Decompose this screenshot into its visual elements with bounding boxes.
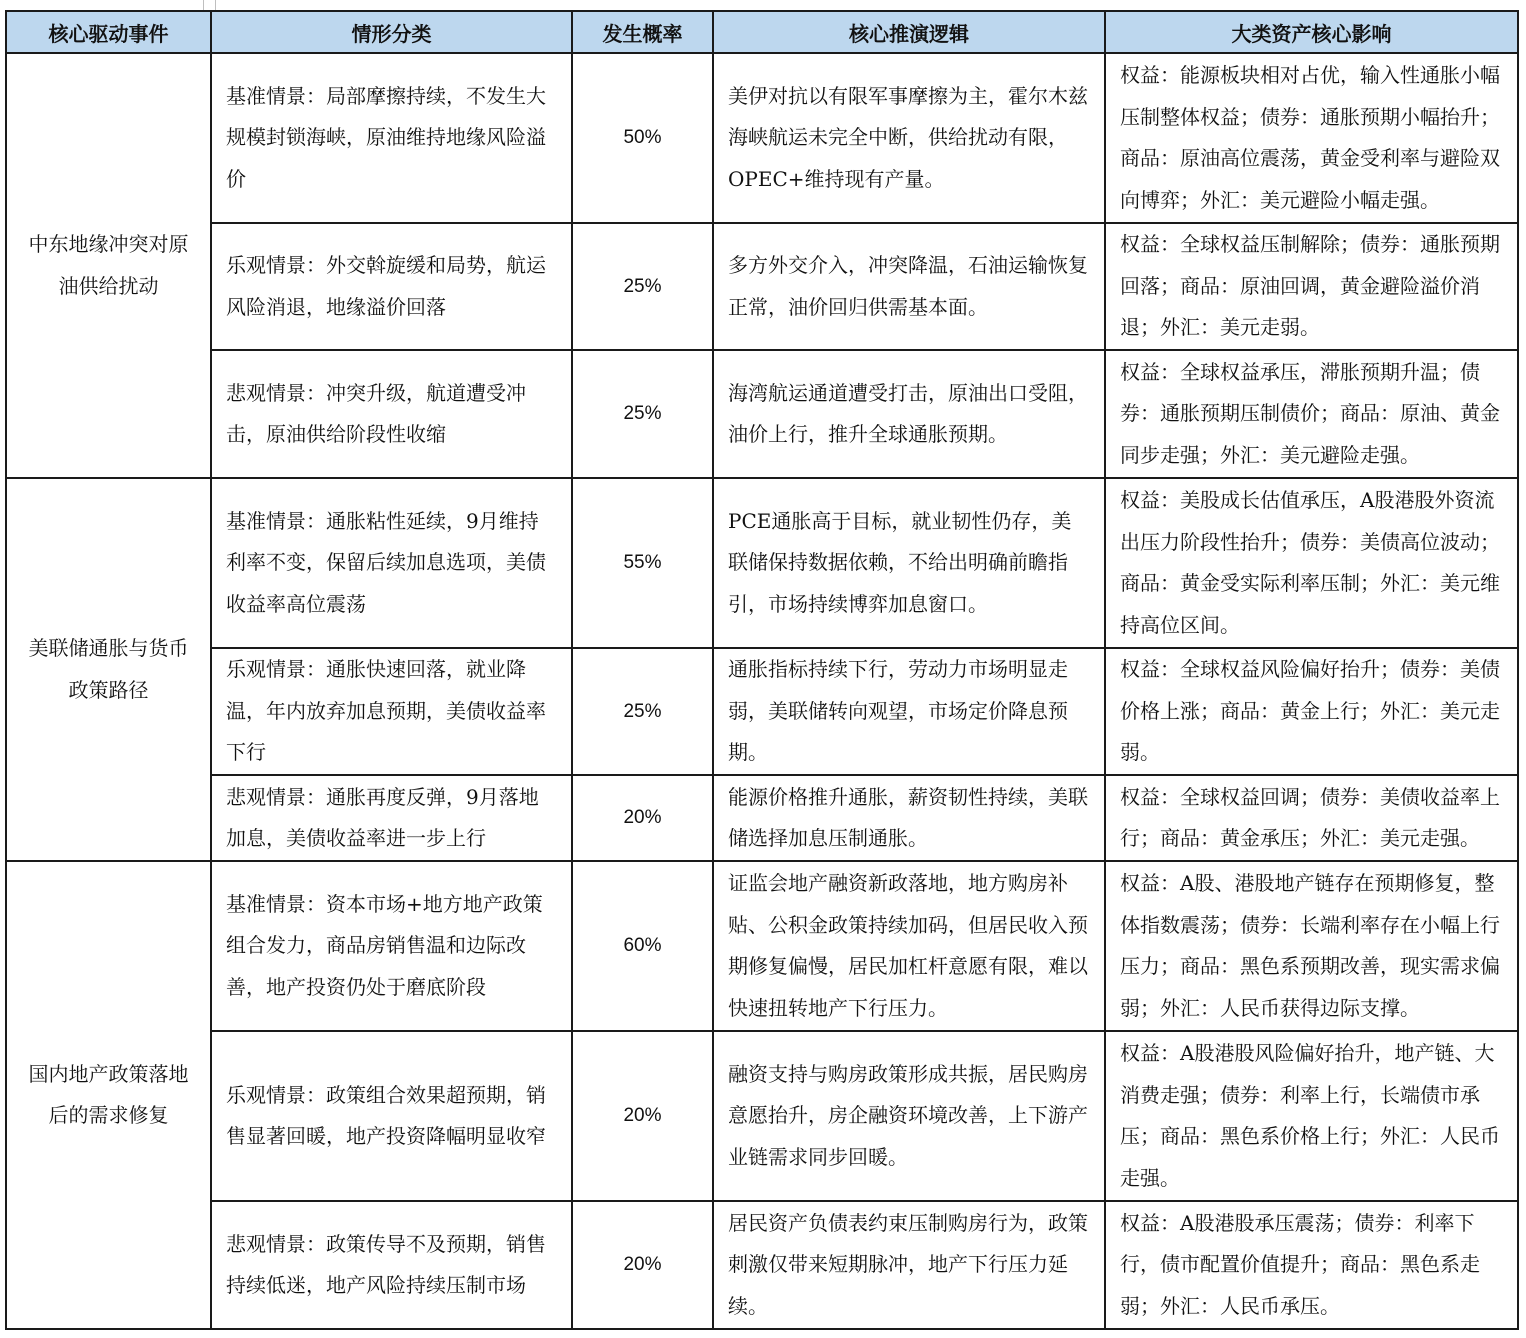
impact-cell: 权益：A股、港股地产链存在预期修复，整体指数震荡；债券：长端利率存在小幅上行压力；商品：黑色系预期改善，现实需求偏弱；外汇：人民币获得边际支撑。 xyxy=(1105,861,1518,1031)
event-cell: 国内地产政策落地后的需求修复 xyxy=(6,861,211,1329)
scenario-cell: 基准情景：资本市场+地方地产政策组合发力，商品房销售温和边际改善，地产投资仍处于磨底阶段 xyxy=(211,861,572,1031)
probability-cell: 25% xyxy=(572,223,713,350)
probability-cell: 20% xyxy=(572,775,713,861)
scenario-cell: 悲观情景：通胀再度反弹，9月落地加息，美债收益率进一步上行 xyxy=(211,775,572,861)
impact-cell: 权益：A股港股风险偏好抬升，地产链、大消费走强；债券：利率上行，长端债市承压；商品：黑色系价格上行；外汇：人民币走强。 xyxy=(1105,1031,1518,1201)
impact-cell: 权益：能源板块相对占优，输入性通胀小幅压制整体权益；债券：通胀预期小幅抬升；商品：原油高位震荡，黄金受利率与避险双向博弈；外汇：美元避险小幅走强。 xyxy=(1105,53,1518,223)
table-row xyxy=(6,861,1518,1031)
table-row xyxy=(6,53,1518,223)
impact-cell: 权益：全球权益风险偏好抬升；债券：美债价格上涨；商品：黄金上行；外汇：美元走弱。 xyxy=(1105,648,1518,775)
scenario-cell: 乐观情景：通胀快速回落，就业降温，年内放弃加息预期，美债收益率下行 xyxy=(211,648,572,775)
logic-cell: 居民资产负债表约束压制购房行为，政策刺激仅带来短期脉冲，地产下行压力延续。 xyxy=(713,1201,1105,1329)
table-row xyxy=(6,1201,1518,1329)
scenario-cell: 基准情景：局部摩擦持续，不发生大规模封锁海峡，原油维持地缘风险溢价 xyxy=(211,53,572,223)
logic-cell: 多方外交介入，冲突降温，石油运输恢复正常，油价回归供需基本面。 xyxy=(713,223,1105,350)
scenario-cell: 悲观情景：政策传导不及预期，销售持续低迷，地产风险持续压制市场 xyxy=(211,1201,572,1329)
table-row xyxy=(6,775,1518,861)
table-row xyxy=(6,350,1518,478)
table-row xyxy=(6,223,1518,350)
probability-cell: 20% xyxy=(572,1031,713,1201)
probability-cell: 55% xyxy=(572,478,713,648)
table-header xyxy=(6,11,1518,53)
impact-cell: 权益：A股港股承压震荡；债券：利率下行，债市配置价值提升；商品：黑色系走弱；外汇：人民币承压。 xyxy=(1105,1201,1518,1329)
scenario-cell: 乐观情景：政策组合效果超预期，销售显著回暖，地产投资降幅明显收窄 xyxy=(211,1031,572,1201)
probability-cell: 20% xyxy=(572,1201,713,1329)
header-row xyxy=(6,11,1518,53)
page-edge-line xyxy=(203,0,204,10)
scenario-cell: 悲观情景：冲突升级，航道遭受冲击，原油供给阶段性收缩 xyxy=(211,350,572,478)
probability-cell: 25% xyxy=(572,350,713,478)
table-row xyxy=(6,648,1518,775)
logic-cell: 证监会地产融资新政落地，地方购房补贴、公积金政策持续加码，但居民收入预期修复偏慢，居民加杠杆意愿有限，难以快速扭转地产下行压力。 xyxy=(713,861,1105,1031)
table-row xyxy=(6,478,1518,648)
logic-cell: 通胀指标持续下行，劳动力市场明显走弱，美联储转向观望，市场定价降息预期。 xyxy=(713,648,1105,775)
event-cell: 中东地缘冲突对原油供给扰动 xyxy=(6,53,211,478)
scenario-table xyxy=(5,10,1519,1330)
impact-cell: 权益：美股成长估值承压，A股港股外资流出压力阶段性抬升；债券：美债高位波动；商品：黄金受实际利率压制；外汇：美元维持高位区间。 xyxy=(1105,478,1518,648)
probability-cell: 50% xyxy=(572,53,713,223)
scenario-cell: 乐观情景：外交斡旋缓和局势，航运风险消退，地缘溢价回落 xyxy=(211,223,572,350)
impact-cell: 权益：全球权益承压，滞胀预期升温；债券：通胀预期压制债价；商品：原油、黄金同步走强；外汇：美元避险走强。 xyxy=(1105,350,1518,478)
header-event: 核心驱动事件 xyxy=(6,11,211,53)
impact-cell: 权益：全球权益压制解除；债券：通胀预期回落；商品：原油回调，黄金避险溢价消退；外汇：美元走弱。 xyxy=(1105,223,1518,350)
scenario-cell: 基准情景：通胀粘性延续，9月维持利率不变，保留后续加息选项，美债收益率高位震荡 xyxy=(211,478,572,648)
logic-cell: 融资支持与购房政策形成共振，居民购房意愿抬升，房企融资环境改善，上下游产业链需求同步回暖。 xyxy=(713,1031,1105,1201)
header-scenario: 情形分类 xyxy=(211,11,572,53)
impact-cell: 权益：全球权益回调；债券：美债收益率上行；商品：黄金承压；外汇：美元走强。 xyxy=(1105,775,1518,861)
logic-cell: 美伊对抗以有限军事摩擦为主，霍尔木兹海峡航运未完全中断，供给扰动有限，OPEC+维持现有产量。 xyxy=(713,53,1105,223)
page-edge-line xyxy=(215,0,216,10)
logic-cell: 能源价格推升通胀，薪资韧性持续，美联储选择加息压制通胀。 xyxy=(713,775,1105,861)
logic-cell: PCE通胀高于目标，就业韧性仍存，美联储保持数据依赖，不给出明确前瞻指引，市场持续博弈加息窗口。 xyxy=(713,478,1105,648)
header-impact: 大类资产核心影响 xyxy=(1105,11,1518,53)
probability-cell: 60% xyxy=(572,861,713,1031)
table-body xyxy=(6,53,1518,1329)
header-logic: 核心推演逻辑 xyxy=(713,11,1105,53)
header-probability: 发生概率 xyxy=(572,11,713,53)
event-cell: 美联储通胀与货币政策路径 xyxy=(6,478,211,861)
logic-cell: 海湾航运通道遭受打击，原油出口受阻，油价上行，推升全球通胀预期。 xyxy=(713,350,1105,478)
table-row xyxy=(6,1031,1518,1201)
probability-cell: 25% xyxy=(572,648,713,775)
